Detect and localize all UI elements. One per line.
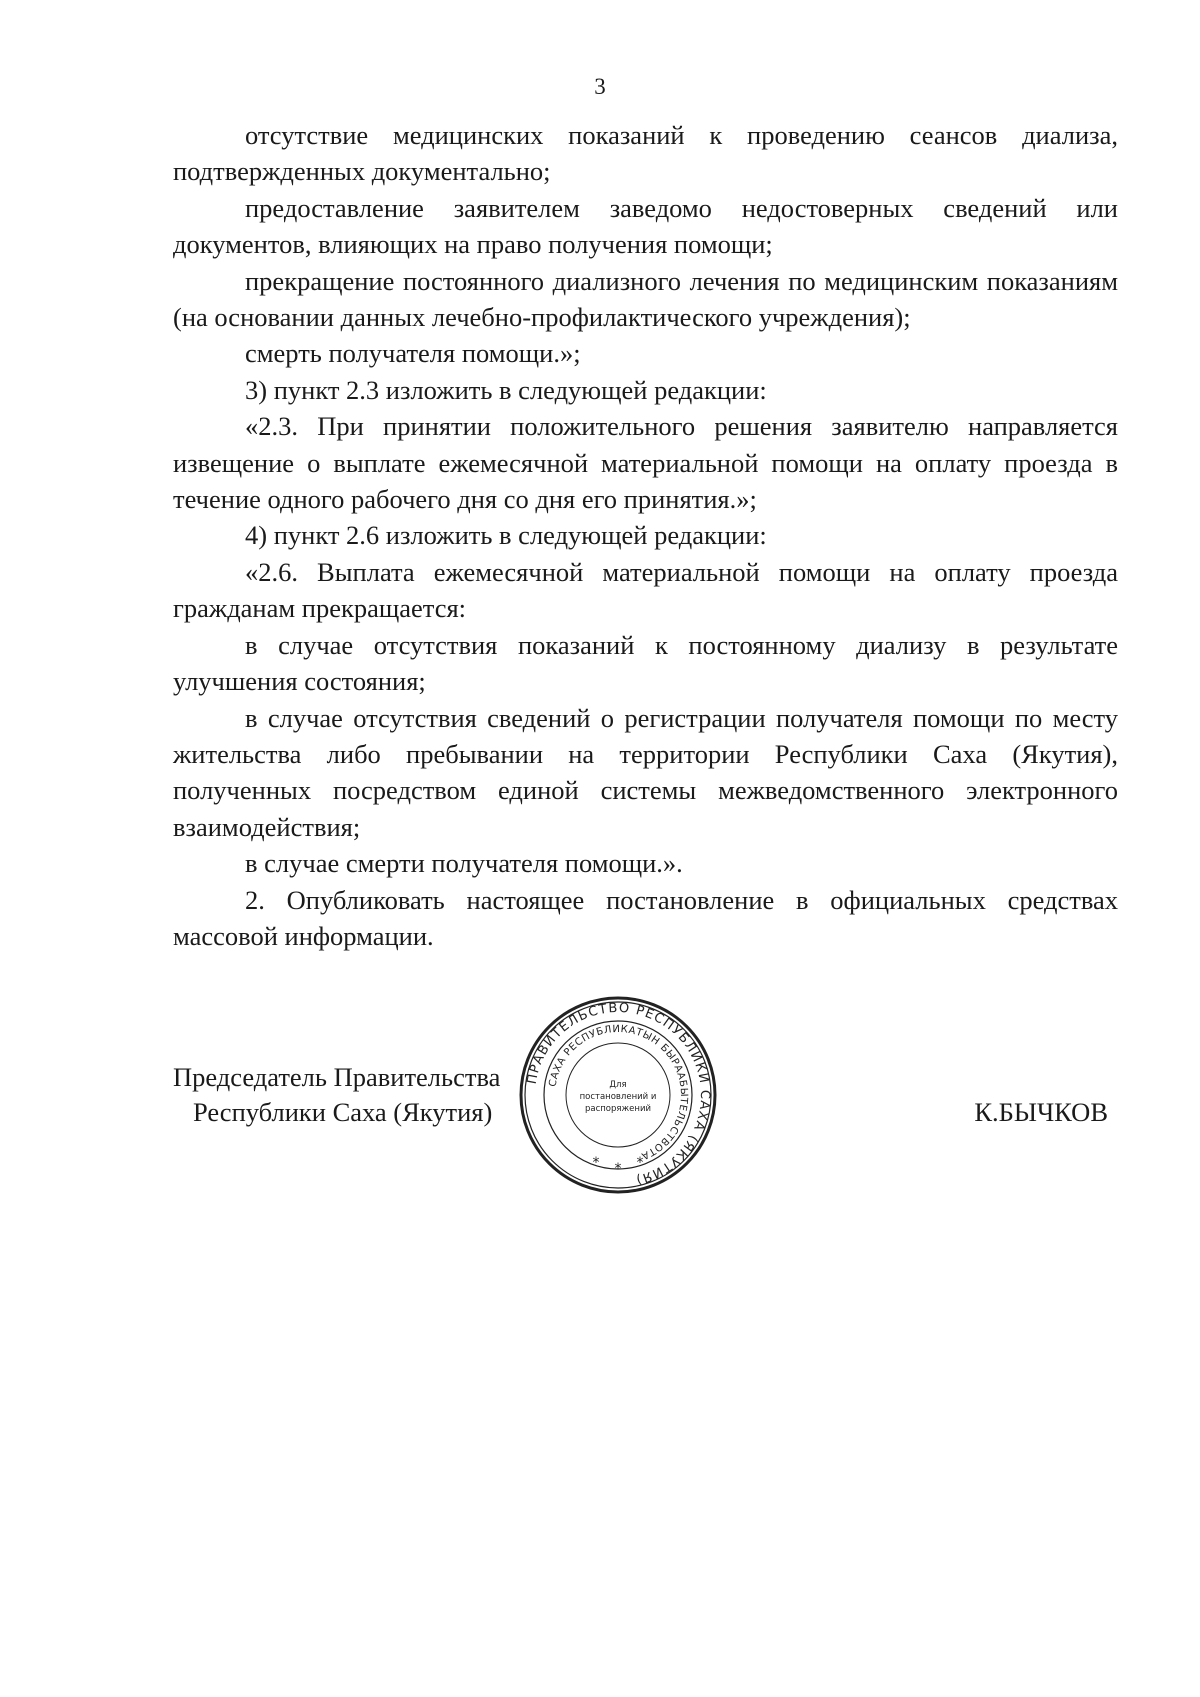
paragraph: в случае отсутствия сведений о регистрации получателя помощи по месту жительства либо пребывании на территории Республики Саха (Якутия), полученных посредством единой системы межведомственного электронного взаимодействия; [173, 702, 1118, 842]
signatory-title-line-1: Председатель Правительства [173, 1062, 501, 1092]
paragraph: 4) пункт 2.6 изложить в следующей редакции: [245, 520, 767, 551]
paragraph: 3) пункт 2.3 изложить в следующей редакции: [245, 374, 767, 405]
seal-center-line-3: распоряжений [584, 1104, 652, 1114]
paragraph: отсутствие медицинских показаний к проведению сеансов диализа, подтвержденных документально; [173, 120, 1118, 187]
paragraph: в случае отсутствия показаний к постоянному диализу в результате улучшения состояния; [173, 629, 1118, 697]
official-seal [518, 995, 718, 1195]
seal-star-icon: * [636, 1155, 644, 1171]
paragraph: «2.6. Выплата ежемесячной материальной помощи на оплату проезда гражданам прекращается: [173, 556, 1118, 624]
paragraph: в случае смерти получателя помощи.». [245, 848, 683, 879]
paragraph: смерть получателя помощи.»; [245, 338, 581, 369]
seal-inner-ring-path: САХА РЕСПУБЛИКАТЫН БЫРААБЫТЕЛЬСТВОТА [547, 1023, 690, 1162]
seal-center-line-1: Для [609, 1080, 627, 1090]
seal-center-line-2: постановлений и [579, 1092, 657, 1102]
seal-outer-ring-path: ПРАВИТЕЛЬСТВО РЕСПУБЛИКИ САХА (ЯКУТИЯ) [524, 1000, 713, 1188]
page-number: 3 [594, 74, 606, 99]
paragraph: прекращение постоянного диализного лечения по медицинским показаниям (на основании данных лечебно-профилактического учреждения); [173, 265, 1118, 333]
seal-graphic [518, 995, 718, 1195]
seal-star-icon: * [614, 1161, 622, 1177]
signatory-title-line-2: Республики Саха (Якутия) [193, 1097, 493, 1127]
paragraph: 2. Опубликовать настоящее постановление в официальных средствах массовой информации. [173, 884, 1118, 951]
signatory-name: К.БЫЧКОВ [974, 1097, 1108, 1127]
seal-star-icon: * [592, 1155, 600, 1171]
paragraph: «2.3. При принятии положительного решения заявителю направляется извещение о выплате ежемесячной материальной помощи на оплату проезда в течение одного рабочего дня со дня его принятия.»; [173, 411, 1118, 515]
paragraph: предоставление заявителем заведомо недостоверных сведений или документов, влияющих на право получения помощи; [173, 192, 1118, 260]
